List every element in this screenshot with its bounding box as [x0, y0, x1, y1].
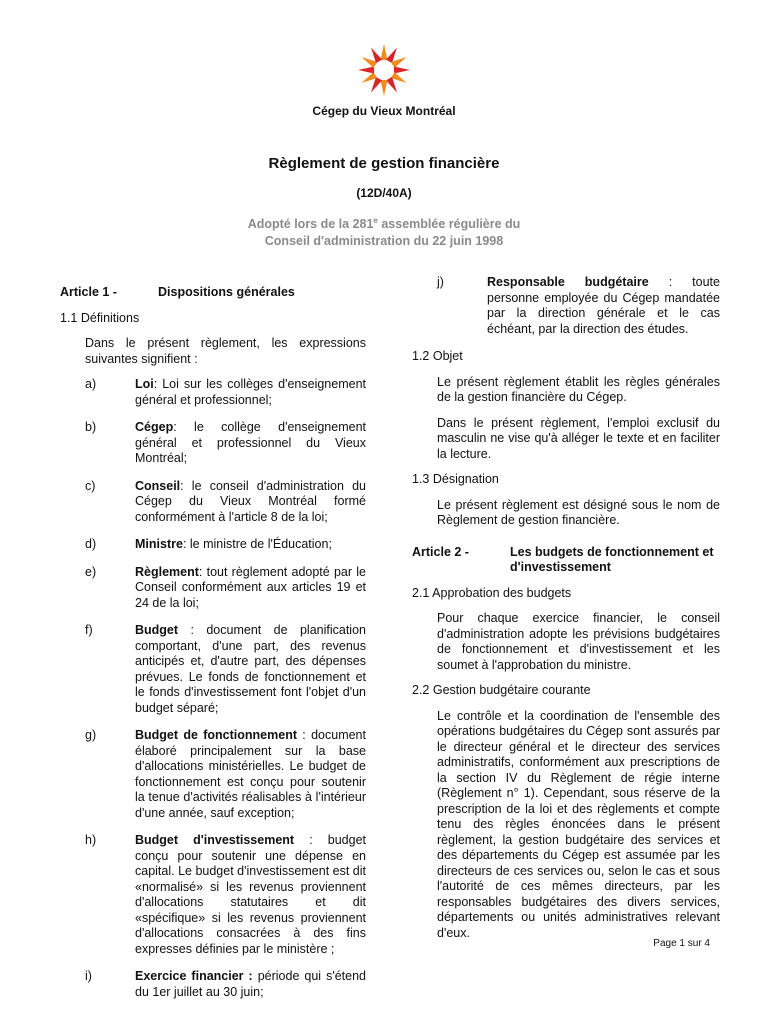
adoption-note — [0, 212, 768, 250]
paragraph-1-2-a: Le présent règlement établit les règles générales de la gestion financière du Cégep. — [437, 374, 720, 404]
definition-term: Règlement — [135, 564, 199, 579]
article-1-title: Dispositions générales — [158, 285, 295, 299]
definition-term: Responsable budgétaire — [487, 275, 649, 289]
article-1-number: Article 1 - — [60, 285, 117, 299]
paragraph-2-1: Pour chaque exercice financier, le conseil d'administration adopte les prévisions budgétaires de fonctionnement et d'investissement et les soumet à l'approbation du ministre. — [437, 611, 720, 672]
definition-item — [85, 969, 366, 1000]
definition-text: : Loi sur les collèges d'enseignement général et professionnel; — [135, 377, 366, 407]
section-1-2: 1.2 Objet — [412, 349, 463, 363]
left-column — [60, 285, 366, 1012]
adoption-sup: e — [373, 216, 378, 225]
definition-term: Ministre — [135, 537, 183, 551]
definition-text: : document de planification comportant, d'une part, des revenus anticipés et, d'autre part, des dépenses prévues. Le fonds de fonctionnement et le fonds d'investissement font l'objet d'un budget séparé; — [135, 623, 366, 715]
definition-term: Conseil — [135, 478, 181, 493]
definition-text: : le ministre de l'Éducation; — [182, 537, 332, 551]
section-1-3: 1.3 Désignation — [412, 472, 499, 486]
definition-term: Cégep — [135, 420, 174, 434]
logo-petal — [358, 67, 374, 74]
paragraph-2-2: Le contrôle et la coordination de l'ensemble des opérations budgétaires du Cégep sont assurés par le directeur général et le directeur des services administratifs, conformément aux prescriptions de la section IV du Règlement de régie interne (Règlement n° 1). Cependant, sous réserve de la prescription de la loi et des règlements et compte tenu des règles énoncées dans le présent règlement, la gestion budgétaire des services et des départements du Cégep est assumée par les directeurs de ces services ou, selon le cas et sous l'autorité de ces mêmes directeurs, par les responsables budgétaires des divers services, départements ou unités administratives relevant d'eux. — [437, 708, 720, 940]
right-column — [412, 275, 720, 951]
definition-text: : tout règlement adopté par le Conseil conformément aux articles 19 et 24 de la loi; — [135, 564, 366, 610]
article-2-title: Les budgets de fonctionnement et d'investissement — [510, 544, 714, 574]
definition-term: Exercice financier : — [135, 969, 253, 983]
logo-petal — [381, 80, 388, 96]
section-1-1: 1.1 Définitions — [60, 310, 140, 325]
paragraph-1-2-b: Dans le présent règlement, l'emploi exclusif du masculin ne vise qu'à alléger le texte et en faciliter la lecture. — [437, 415, 720, 461]
definition-label: i) — [85, 969, 92, 983]
definition-term: Budget de fonctionnement — [135, 728, 297, 742]
definition-item — [85, 623, 366, 716]
definitions-intro: Dans le présent règlement, les expressions suivantes signifient : — [85, 336, 366, 366]
definition-label: b) — [85, 420, 97, 434]
definition-item-j — [437, 275, 720, 337]
definition-label: a) — [85, 377, 97, 391]
adoption-line1b: assemblée régulière du — [377, 217, 521, 232]
page-number: Page 1 sur 4 — [653, 938, 710, 949]
definition-label: e) — [85, 564, 97, 579]
section-2-1: 2.1 Approbation des budgets — [412, 585, 572, 600]
definition-label: c) — [85, 478, 96, 493]
article-1-heading — [60, 285, 366, 301]
definition-label: g) — [85, 728, 97, 742]
definition-label: j) — [437, 275, 444, 289]
article-2-heading — [412, 545, 720, 576]
definition-text: : le collège d'enseignement général et professionnel du Vieux Montréal; — [135, 420, 366, 465]
definition-item — [85, 537, 366, 553]
definition-term: Budget — [135, 623, 179, 637]
section-2-2: 2.2 Gestion budgétaire courante — [412, 683, 591, 697]
definition-label: f) — [85, 623, 93, 637]
article-2-number: Article 2 - — [412, 544, 469, 559]
definition-term: Loi — [135, 377, 154, 391]
logo-petal — [381, 44, 388, 60]
definition-item — [85, 377, 366, 408]
definition-item — [85, 728, 366, 821]
definition-text: : budget conçu pour soutenir une dépense en capital. Le budget d'investissement est dit «normalisé» si les revenus proviennent d'allocations statutaires et dit «spécifique» si les revenus proviennent d'allocations consacrées à des fins expresses définies par le ministère ; — [135, 833, 367, 956]
definition-text: : toute personne employée du Cégep mandatée par la direction générale et le cas échéant, par la direction des études. — [487, 275, 720, 336]
definition-text: : le conseil d'administration du Cégep du Vieux Montréal formé conformément à l'article 8 de la loi; — [135, 478, 366, 524]
logo-petal — [394, 67, 410, 74]
definition-text: période qui s'étend du 1er juillet au 30 juin; — [135, 969, 366, 999]
org-name: Cégep du Vieux Montréal — [312, 104, 456, 118]
definition-text: : document élaboré principalement sur la base d'allocations ministérielles. Le budget de fonctionnement est conçu pour soutenir la tenue d'activités réalisables à l'intérieur d'une année, sauf exception; — [135, 728, 366, 820]
definition-term: Budget d'investissement — [135, 833, 295, 847]
document-code: (12D/40A) — [356, 186, 412, 200]
definition-item — [85, 420, 366, 467]
adoption-line2: Conseil d'administration du 22 juin 1998 — [264, 234, 504, 249]
definitions-list — [85, 377, 366, 1000]
definition-label: d) — [85, 537, 97, 551]
definition-item — [85, 479, 366, 526]
cegep-logo — [356, 42, 412, 98]
definition-item — [85, 565, 366, 612]
paragraph-1-3: Le présent règlement est désigné sous le nom de Règlement de gestion financière. — [437, 497, 720, 527]
definition-item — [85, 833, 366, 957]
adoption-line1a: Adopté lors de la 281 — [247, 217, 374, 232]
document-title: Règlement de gestion financière — [268, 155, 500, 172]
definition-label: h) — [85, 833, 97, 847]
